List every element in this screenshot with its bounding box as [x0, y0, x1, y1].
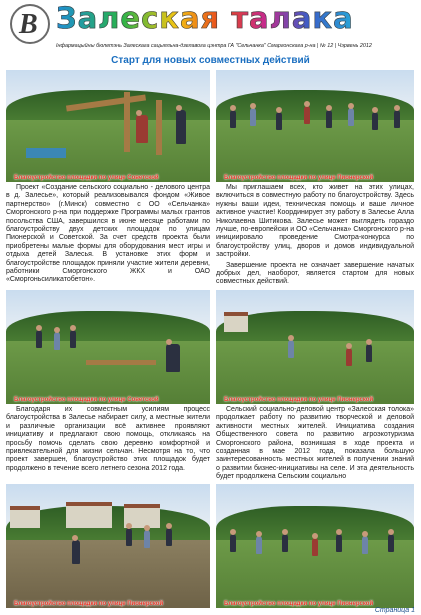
person-figure: [282, 534, 288, 552]
wooden-post: [124, 92, 130, 152]
page-number: Страница 1: [374, 607, 415, 614]
person-figure: [144, 530, 150, 548]
issue-subline: Інфармацыйны бюлетэнь Залескага сацыяльна-дзелавога цэнтра ГА "Сельчанка" Смаргонскага р-на | № 12 | Чэрвень 2012: [56, 43, 372, 49]
photo-caption: Благоустройство площадки по улице Пионерской: [224, 397, 374, 403]
person-figure: [288, 340, 294, 358]
newsletter-title: Залеская талака: [56, 1, 354, 35]
person-figure: [348, 108, 354, 126]
person-figure: [346, 348, 352, 366]
worker-figure: [136, 115, 148, 143]
paragraph: Благодаря их совместным усилиям процесс благоустройства в Залесье набирает силу, а местные жители и различные организации всё активнее проявляют инициативу и предлагают свою помощь, откликаясь на просьбу помочь сделать свою деревню комфортной и привлекательной для жизни сельчан. Несмотря на то, что проект завершен, благоустройство этих площадок будет продолжено в течение всего летнего сезона 2012 года.: [6, 406, 210, 472]
house: [10, 506, 40, 528]
text-col2-mid: [216, 406, 414, 484]
person-figure: [336, 534, 342, 552]
paragraph: Мы приглашаем всех, кто живет на этих улицах, включиться в совместную работу по благоустройству. Здесь нужны ваши идеи, техническая помощь и ваше личное активное участие! Координирует эту работу в Залесье Алла Николаевна Шитикова. Залесье может выглядеть гораздо лучше, по-европейски и ОО «Сельчанка» Сморгонского р-на инициировало проведение Смотра-конкурса по благоустройству улиц, дворов и домов индивидуальной застройки.: [216, 184, 414, 259]
photo-ground: [216, 341, 414, 404]
photo-caption: Благоустройство площадки по улице Пионерской: [224, 601, 374, 607]
person-figure: [362, 536, 368, 554]
photo-pionerskaya-2: [216, 290, 414, 404]
paragraph: Сельский социально-деловой центр «Залесская толока» продолжает работу по развитию творческой и деловой активности местных жителей. Инициатива создания Общественного совета по развитию агроэкотуризма Сморгонского района, возникшая в ходе проекта и созданная в мае 2012 года, показала большую заинтересованность местных жителей в получении знаний о развитии бизнес-инициативы на селе. И эта деятельность будет продолжена Сельским социально: [216, 406, 414, 481]
person-figure: [388, 534, 394, 552]
person-figure: [36, 330, 42, 348]
photo-pionerskaya-3: [6, 484, 210, 608]
person-figure: [250, 108, 256, 126]
text-col2-top: [216, 184, 414, 289]
person-figure: [372, 112, 378, 130]
article-headline: Старт для новых совместных действий: [111, 55, 310, 66]
photo-ground: [6, 540, 210, 608]
photo-pionerskaya-4: [216, 484, 414, 608]
photo-caption: Благоустройство площадки по улице Советской: [14, 397, 159, 403]
text-col1-mid: [6, 406, 210, 475]
person-figure: [256, 536, 262, 554]
person-figure: [394, 110, 400, 128]
logo: [10, 4, 50, 44]
person-figure: [366, 344, 372, 362]
person-figure: [326, 110, 332, 128]
wooden-post: [156, 100, 162, 155]
worker-figure: [176, 110, 186, 144]
person-figure: [166, 528, 172, 546]
person-figure: [312, 538, 318, 556]
person-figure: [54, 332, 60, 350]
person-figure: [72, 540, 80, 564]
logo-mark: B: [19, 9, 38, 40]
person-figure: [230, 110, 236, 128]
photo-sovetskaya-1: [6, 70, 210, 182]
photo-pionerskaya-1: [216, 70, 414, 182]
photo-caption: Благоустройство площадки по улице Пионерской: [224, 175, 374, 181]
photo-ground: [216, 120, 414, 182]
wooden-frame: [86, 360, 156, 365]
house: [66, 502, 112, 528]
house: [224, 312, 248, 332]
paragraph: Завершение проекта не означает завершение начатых добрых дел, наоборот, является стартом для новых совместных действий.: [216, 261, 414, 286]
masthead: [0, 0, 421, 42]
paragraph: Проект «Создание сельского социально - делового центра в д. Залесье», который реализовывался фондом «Живое партнерство» (г.Минск) совместно с ОО «Сельчанка» Сморгонского р-на при поддержке Программы малых грантов посольства США, завершился в июне месяце работами по благоустройству двух детских площадок по улицам Пионерской и Советской. За счет средств проекта были приобретены малые формы для оборудования мест игры и отдыха детей Залесья. В установке этих форм и благоустройстве площадок приняли участие жители деревни, работники Сморгонского ЖКХ и ОАО «Сморгоньсиликатобетон».: [6, 184, 210, 284]
person-figure: [304, 106, 310, 124]
person-figure: [126, 528, 132, 546]
person-figure: [70, 330, 76, 348]
person-figure: [276, 112, 282, 130]
worker-figure: [166, 344, 180, 372]
text-col1-top: [6, 184, 210, 287]
photo-trees: [216, 90, 414, 124]
photo-caption: Благоустройство площадки по улице Пионерской: [14, 601, 164, 607]
photo-caption: Благоустройство площадки по улице Советской: [14, 175, 159, 181]
equipment: [26, 148, 66, 158]
photo-sovetskaya-2: [6, 290, 210, 404]
person-figure: [230, 534, 236, 552]
